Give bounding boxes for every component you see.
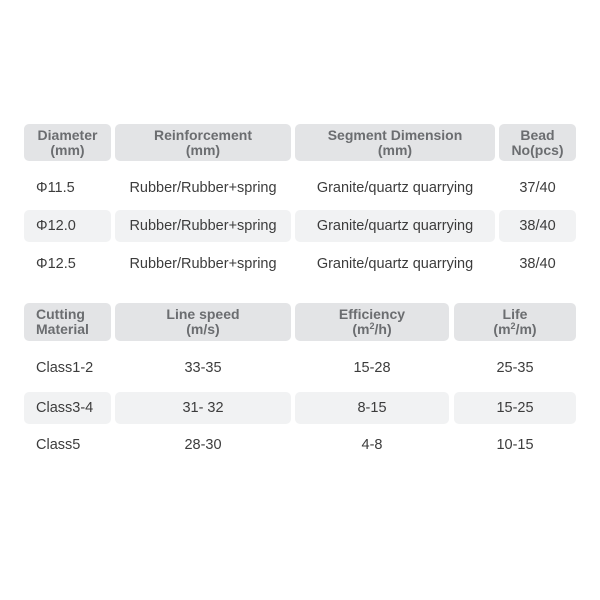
table-cell: Φ11.5 [36,180,75,196]
header-efficiency: Efficiency $(m^2/h)$ [295,303,449,341]
header-segment-dimension: Segment Dimension (mm) [295,124,495,161]
table-cell: 15-28 [353,360,391,376]
table-cell: Class1-2 [36,360,94,376]
table-cell: Φ12.5 [36,256,76,272]
table-cell: Φ12.0 [24,210,111,242]
table-cell: Granite/quartz quarrying [295,210,495,242]
table-cell: Class3-4 [24,392,111,424]
table-cell: Rubber/Rubber+spring [129,180,277,196]
table-cell: 38/40 [499,210,576,242]
table-cell: 25-35 [496,360,534,376]
table-cell: 4-8 [361,437,383,453]
table-cell: 38/40 [519,256,556,272]
header-diameter: Diameter (mm) [24,124,111,161]
table-cell: Granite/quartz quarrying [316,256,474,272]
table-cell: Rubber/Rubber+spring [115,210,291,242]
table-cell: 28-30 [184,437,222,453]
table-cell: 37/40 [519,180,556,196]
table-cell: 10-15 [496,437,534,453]
table-cell: Class5 [36,437,81,453]
header-bead-no: Bead No(pcs) [499,124,576,161]
header-reinforcement: Reinforcement (mm) [115,124,291,161]
header-line-speed: Line speed (m/s) [115,303,291,341]
table-cell: 33-35 [184,360,222,376]
table-cell: Granite/quartz quarrying [316,180,474,196]
table-cell: Rubber/Rubber+spring [129,256,277,272]
header-life: Life $(m^2/m)$ [454,303,576,341]
table-cell: 31- 32 [115,392,291,424]
table-cell: 8-15 [295,392,449,424]
header-cutting-material: Cutting Material [24,303,111,341]
table-cell: 15-25 [454,392,576,424]
